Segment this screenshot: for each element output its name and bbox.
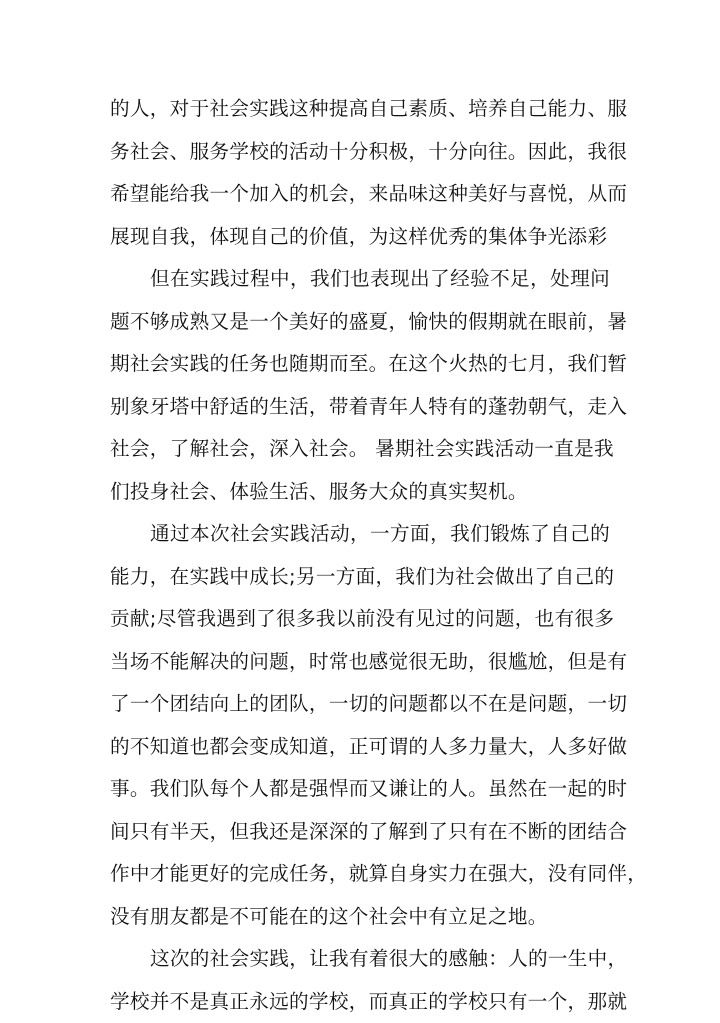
text-line: 的人，对于社会实践这种提高自己素质、培养自己能力、服	[110, 88, 610, 131]
text-line: 没有朋友都是不可能在的这个社会中有立足之地。	[110, 896, 610, 939]
text-line: 但在实践过程中，我们也表现出了经验不足，处理问	[110, 258, 610, 301]
text-line: 能力，在实践中成长;另一方面，我们为社会做出了自己的	[110, 556, 610, 599]
text-line: 事。我们队每个人都是强悍而又谦让的人。虽然在一起的时	[110, 768, 610, 811]
text-line: 们投身社会、体验生活、服务大众的真实契机。	[110, 471, 610, 514]
text-line: 这次的社会实践，让我有着很大的感触：人的一生中，	[110, 938, 610, 981]
paragraph-3	[110, 513, 610, 938]
text-line: 间只有半天，但我还是深深的了解到了只有在不断的团结合	[110, 811, 610, 854]
text-line: 题不够成熟又是一个美好的盛夏，愉快的假期就在眼前，暑	[110, 301, 610, 344]
text-line: 别象牙塔中舒适的生活，带着青年人特有的蓬勃朝气，走入	[110, 386, 610, 429]
text-line: 务社会、服务学校的活动十分积极，十分向往。因此，我很	[110, 131, 610, 174]
text-line: 通过本次社会实践活动，一方面，我们锻炼了自己的	[110, 513, 610, 556]
paragraph-1	[110, 88, 610, 258]
text-line: 期社会实践的任务也随期而至。在这个火热的七月，我们暂	[110, 343, 610, 386]
text-line: 的不知道也都会变成知道，正可谓的人多力量大，人多好做	[110, 726, 610, 769]
text-line: 作中才能更好的完成任务，就算自身实力在强大，没有同伴，	[110, 853, 610, 896]
paragraph-4	[110, 938, 610, 1023]
paragraph-2	[110, 258, 610, 513]
text-line: 希望能给我一个加入的机会，来品味这种美好与喜悦，从而	[110, 173, 610, 216]
text-line: 贡献;尽管我遇到了很多我以前没有见过的问题，也有很多	[110, 598, 610, 641]
text-line: 社会，了解社会，深入社会。 暑期社会实践活动一直是我	[110, 428, 610, 471]
text-line: 展现自我，体现自己的价值，为这样优秀的集体争光添彩	[110, 216, 610, 259]
text-line: 了一个团结向上的团队，一切的问题都以不在是问题，一切	[110, 683, 610, 726]
text-line: 当场不能解决的问题，时常也感觉很无助，很尴尬，但是有	[110, 641, 610, 684]
text-line: 学校并不是真正永远的学校，而真正的学校只有一个，那就	[110, 981, 610, 1023]
